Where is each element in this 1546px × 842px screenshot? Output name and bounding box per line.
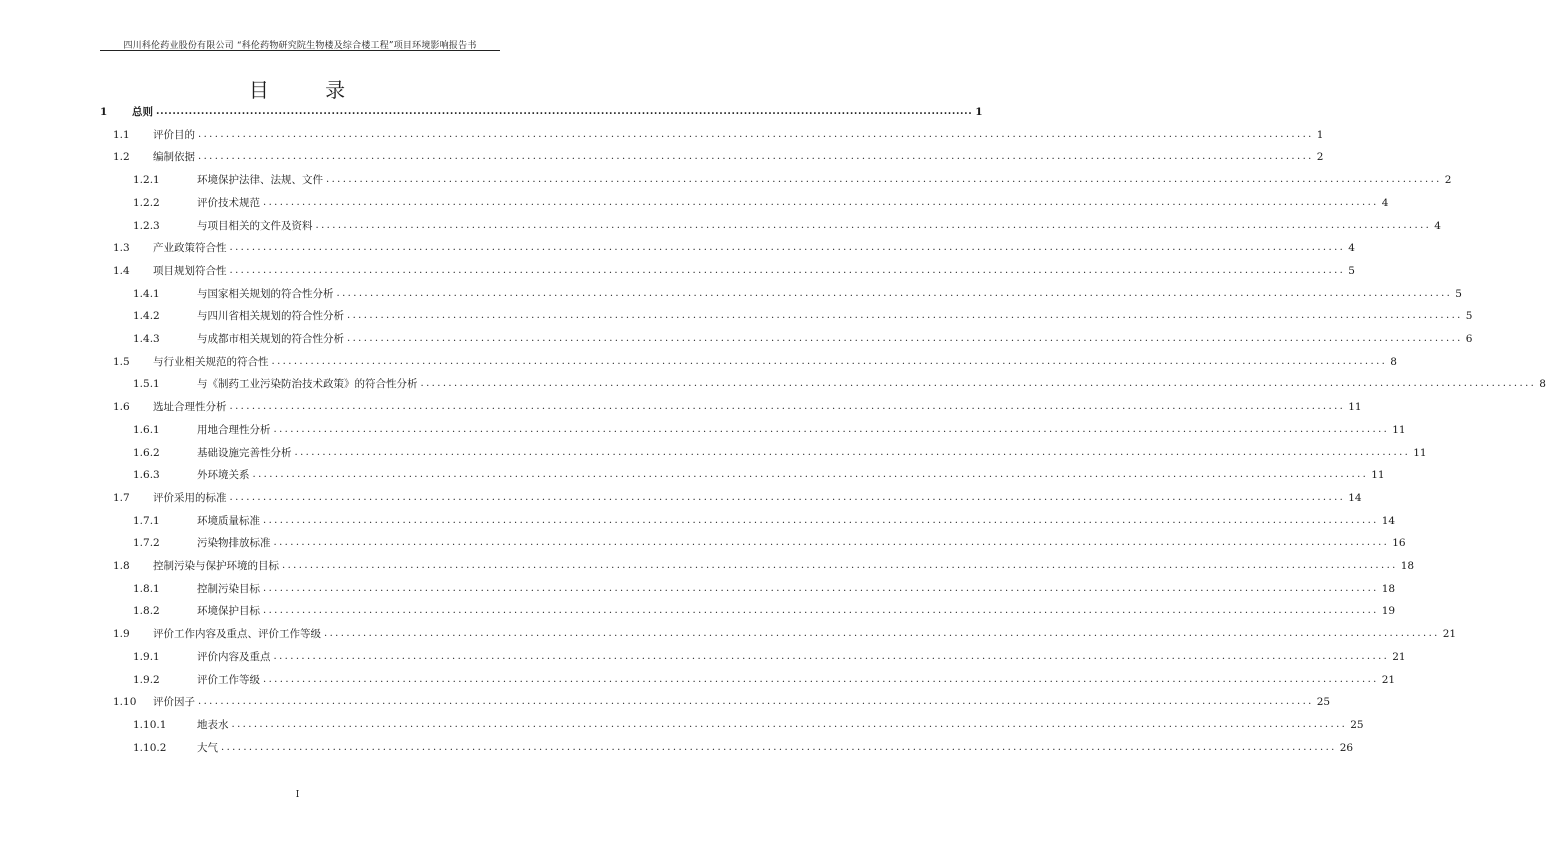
toc-entry-page: 1: [975, 106, 983, 118]
toc-entry-title: 基础设施完善性分析: [197, 446, 292, 459]
toc-entry[interactable]: [113, 262, 1355, 278]
toc-entry-number: 1.3: [113, 242, 130, 255]
toc-entry-title: 编制依据: [153, 151, 195, 164]
toc-entry-page: 4: [1348, 242, 1355, 255]
toc-dot-leader: ........................................................................................................................................................................................................: [229, 401, 1346, 413]
toc-entry[interactable]: [133, 648, 1406, 664]
toc-entry[interactable]: [133, 534, 1406, 550]
toc-entry[interactable]: [133, 307, 1473, 323]
toc-dot-leader: ........................................................................................................................................................................................................: [198, 151, 1314, 163]
toc-entry-number: 1.4.2: [133, 310, 160, 323]
toc-dot-leader: ........................................................................................................................................................................................................: [282, 560, 1398, 571]
toc-entry-page: 6: [1465, 333, 1473, 345]
toc-entry[interactable]: [113, 239, 1355, 255]
toc-entry-page: 5: [1465, 310, 1473, 323]
toc-entry-page: 21: [1392, 650, 1406, 663]
toc-entry-number: 1.6.3: [133, 469, 160, 482]
toc-entry[interactable]: [133, 217, 1441, 233]
toc-dot-leader: ........................................................................................................................................................................................................: [263, 582, 1379, 594]
toc-dot-leader: ........................................................................................................................................................................................................: [229, 491, 1346, 503]
toc-dot-leader: ........................................................................................................................................................................................................: [263, 605, 1379, 617]
toc-entry-page: 19: [1381, 605, 1396, 618]
toc-entry-page: 11: [1413, 446, 1427, 459]
toc-entry-number: 1.9: [113, 628, 130, 641]
toc-entry-page: 4: [1381, 196, 1389, 209]
toc-entry-title: 产业政策符合性: [153, 242, 227, 255]
toc-entry-number: 1.9.2: [133, 673, 160, 686]
toc-entry-title: 大气: [197, 741, 218, 754]
toc-dot-leader: ........................................................................................................................................................................................................: [229, 264, 1346, 276]
toc-entry[interactable]: [133, 330, 1473, 346]
toc-dot-leader: ........................................................................................................................................................................................................: [273, 650, 1390, 662]
toc-entry[interactable]: [133, 466, 1385, 482]
toc-title: 目 录: [248, 78, 347, 102]
toc-entry-title: 总则: [132, 106, 153, 118]
toc-entry-number: 1.6.2: [133, 446, 160, 459]
toc-entry[interactable]: [133, 421, 1406, 437]
toc-entry-page: 18: [1400, 560, 1415, 572]
toc-entry-number: 1.10: [113, 696, 137, 709]
toc-entry-page: 14: [1381, 514, 1396, 527]
toc-entry-number: 1.8: [113, 560, 130, 572]
toc-entry[interactable]: [113, 126, 1324, 142]
toc-entry-number: 1.10.2: [133, 741, 167, 754]
toc-entry-page: 8: [1390, 355, 1397, 368]
toc-dot-leader: ........................................................................................................................................................................................................: [347, 310, 1463, 322]
toc-dot-leader: ........................................................................................................................................................................................................: [294, 446, 1411, 458]
toc-entry[interactable]: [113, 148, 1324, 164]
toc-entry[interactable]: [133, 716, 1364, 732]
toc-entry-number: 1.8.2: [133, 605, 160, 618]
toc-entry[interactable]: [100, 103, 983, 119]
toc-entry-number: 1.4: [113, 264, 130, 277]
toc-entry-number: 1.10.1: [133, 718, 167, 731]
toc-entry[interactable]: [133, 285, 1462, 301]
toc-dot-leader: ........................................................................................................................................................................................................: [263, 196, 1379, 208]
toc-dot-leader: ........................................................................................................................................................................................................: [198, 696, 1314, 708]
toc-entry[interactable]: [133, 512, 1396, 528]
toc-entry-title: 评价工作等级: [197, 673, 260, 686]
toc-entry-title: 评价因子: [153, 696, 195, 709]
toc-entry-title: 与《制药工业污染防治技术政策》的符合性分析: [197, 378, 418, 391]
toc-dot-leader: ........................................................................................................................................................................................................: [231, 718, 1348, 730]
toc-entry-page: 2: [1444, 174, 1452, 187]
toc-entry-page: 21: [1442, 628, 1457, 641]
toc-entry-title: 与行业相关规范的符合性: [153, 355, 269, 368]
toc-entry-page: 2: [1316, 151, 1324, 164]
toc-entry-title: 评价目的: [153, 128, 195, 141]
toc-entry-number: 1.2: [113, 151, 130, 164]
header-rule: [100, 50, 500, 51]
running-header: 四川科伦药业股份有限公司 “科伦药物研究院生物楼及综合楼工程”项目环境影响报告书: [123, 41, 477, 51]
toc-dot-leader: ........................................................................................................................................................................................................: [347, 333, 1463, 344]
toc-dot-leader: ........................................................................................................................................................................................................: [263, 514, 1379, 526]
toc-entry[interactable]: [113, 625, 1457, 641]
toc-entry-page: 16: [1392, 537, 1406, 550]
toc-entry-page: 26: [1339, 741, 1354, 754]
toc-entry-number: 1.8.1: [133, 582, 160, 595]
toc-entry-number: 1.7.1: [133, 514, 160, 527]
toc-entry[interactable]: [133, 580, 1396, 596]
toc-entry-number: 1.2.1: [133, 174, 160, 187]
toc-entry-title: 评价采用的标准: [153, 491, 227, 504]
toc-entry-title: 控制污染目标: [197, 582, 260, 595]
toc-entry-title: 环境保护目标: [197, 605, 260, 618]
toc-entry-page: 4: [1434, 219, 1441, 232]
toc-entry-number: 1.5.1: [133, 378, 160, 391]
toc-entry-number: 1.2.3: [133, 219, 160, 232]
toc-entry-page: 11: [1348, 401, 1362, 414]
toc-entry-title: 控制污染与保护环境的目标: [153, 560, 279, 572]
toc-dot-leader: ........................................................................................................................................................................................................: [198, 128, 1314, 140]
toc-dot-leader: ........................................................................................................................................................................................................: [263, 673, 1379, 685]
toc-entry[interactable]: [133, 444, 1427, 460]
toc-entry-title: 评价内容及重点: [197, 650, 271, 663]
toc-entry-number: 1.7.2: [133, 537, 160, 550]
toc-entry-title: 外环境关系: [197, 469, 250, 482]
toc-entry-number: 1.7: [113, 491, 130, 504]
toc-entry-title: 评价技术规范: [197, 196, 260, 209]
toc-entry-title: 与国家相关规划的符合性分析: [197, 287, 334, 300]
toc-dot-leader: ........................................................................................................................................................................................................: [273, 423, 1390, 435]
toc-entry-page: 5: [1348, 264, 1355, 277]
toc-entry-page: 14: [1348, 491, 1362, 504]
toc-entry-title: 与成都市相关规划的符合性分析: [197, 333, 344, 345]
toc-entry[interactable]: [133, 194, 1389, 210]
toc-dot-leader: ........................................................................................................................................................................................................: [420, 378, 1537, 390]
toc-entry-title: 污染物排放标准: [197, 537, 271, 550]
toc-dot-leader: ........................................................................................................................................................................................................: [221, 741, 1337, 753]
page-number: I: [295, 790, 300, 800]
toc-entry[interactable]: [133, 171, 1452, 187]
toc-dot-leader: ........................................................................................................................................................................................................: [273, 537, 1390, 549]
toc-entry[interactable]: [113, 398, 1362, 414]
toc-dot-leader: ........................................................................................................................................................................................................: [156, 106, 973, 117]
toc-entry-page: 1: [1316, 128, 1324, 141]
toc-dot-leader: ........................................................................................................................................................................................................: [252, 469, 1369, 481]
toc-entry-title: 与项目相关的文件及资料: [197, 219, 313, 232]
toc-entry-number: 1.2.2: [133, 196, 160, 209]
toc-dot-leader: ........................................................................................................................................................................................................: [271, 355, 1388, 367]
toc-entry-title: 评价工作内容及重点、评价工作等级: [153, 628, 321, 641]
toc-entry-page: 8: [1539, 378, 1546, 391]
toc-dot-leader: ........................................................................................................................................................................................................: [229, 242, 1346, 254]
toc-entry[interactable]: [113, 489, 1362, 505]
toc-entry[interactable]: [113, 693, 1331, 709]
toc-entry[interactable]: [133, 375, 1546, 391]
toc-entry-title: 用地合理性分析: [197, 423, 271, 436]
toc-entry-page: 11: [1392, 423, 1406, 436]
toc-entry-page: 25: [1316, 696, 1331, 709]
toc-entry-page: 5: [1455, 287, 1462, 300]
toc-entry-number: 1.4.1: [133, 287, 160, 300]
toc-entry-title: 地表水: [197, 718, 229, 731]
toc-entry-number: 1: [100, 106, 108, 118]
toc-entry-page: 18: [1381, 582, 1396, 595]
toc-dot-leader: ........................................................................................................................................................................................................: [336, 287, 1453, 299]
toc-entry-page: 21: [1381, 673, 1396, 686]
toc-entry[interactable]: [113, 353, 1397, 369]
toc-dot-leader: ........................................................................................................................................................................................................: [324, 628, 1440, 640]
toc-entry-number: 1.6: [113, 401, 130, 414]
toc-entry-title: 选址合理性分析: [153, 401, 227, 414]
toc-entry-page: 11: [1371, 469, 1385, 482]
toc-entry[interactable]: [133, 671, 1396, 687]
toc-entry-title: 环境质量标准: [197, 514, 260, 527]
toc-entry[interactable]: [133, 739, 1354, 755]
toc-entry-number: 1.9.1: [133, 650, 160, 663]
toc-entry-page: 25: [1350, 718, 1364, 731]
toc-entry-title: 与四川省相关规划的符合性分析: [197, 310, 344, 323]
toc-entry-number: 1.6.1: [133, 423, 160, 436]
toc-entry[interactable]: [133, 602, 1396, 618]
toc-entry-title: 环境保护法律、法规、文件: [197, 174, 323, 187]
toc-entry-number: 1.4.3: [133, 333, 160, 345]
toc-dot-leader: ........................................................................................................................................................................................................: [315, 219, 1432, 231]
toc-entry-title: 项目规划符合性: [153, 264, 227, 277]
toc-entry-number: 1.1: [113, 128, 130, 141]
toc-entry[interactable]: [113, 557, 1415, 573]
toc-entry-number: 1.5: [113, 355, 130, 368]
toc-dot-leader: ........................................................................................................................................................................................................: [326, 174, 1442, 186]
